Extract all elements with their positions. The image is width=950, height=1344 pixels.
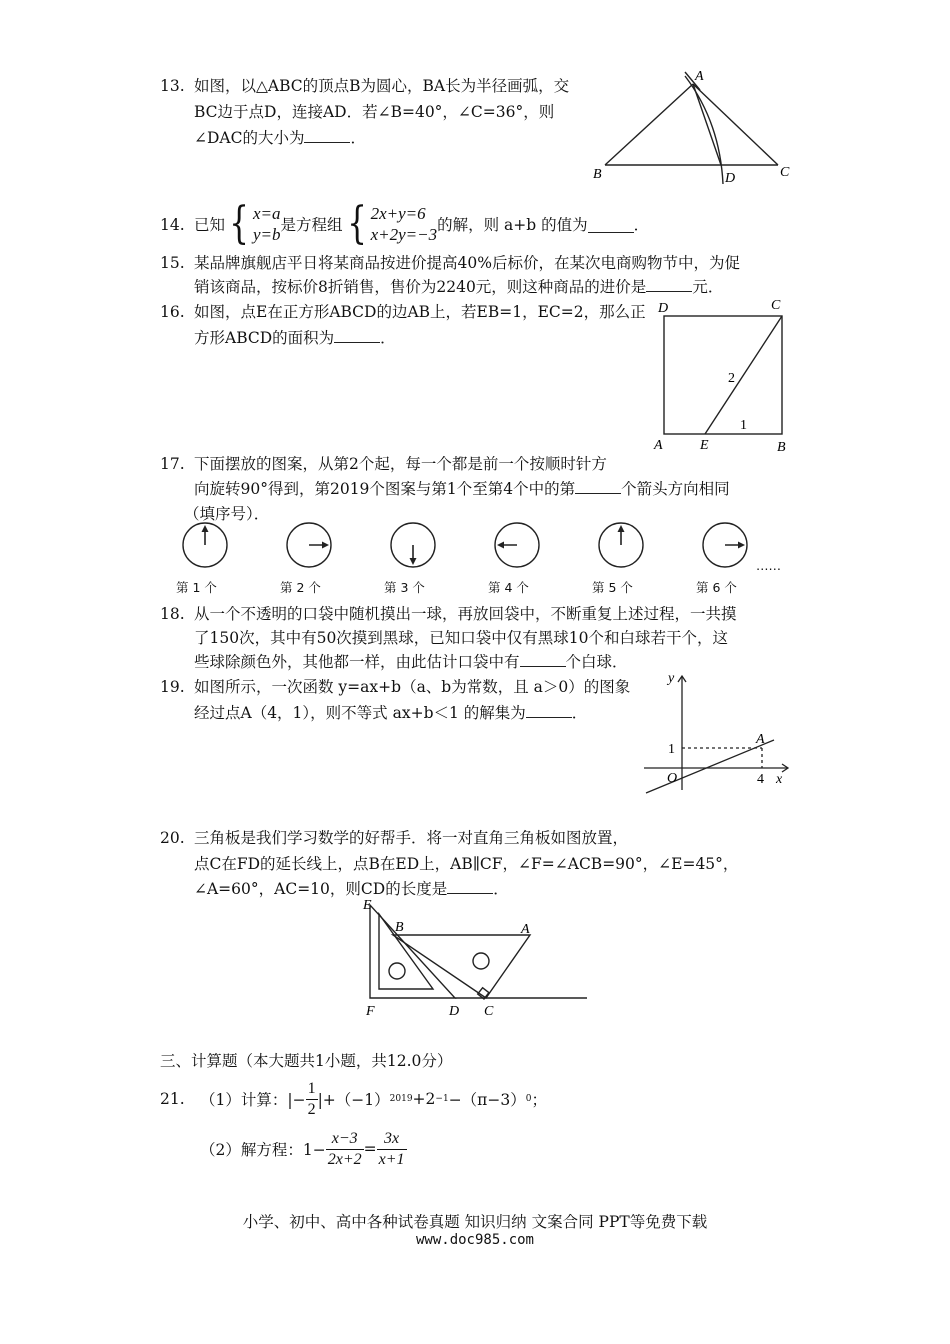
q14-number: 14. xyxy=(160,216,185,234)
q20-answer-blank xyxy=(447,877,493,894)
q21-part1 xyxy=(200,1076,547,1122)
q18-line1: 从一个不透明的口袋中随机摸出一球，再放回袋中，不断重复上述过程，一共摸 xyxy=(194,605,737,623)
q17-arrow-circle-2 xyxy=(284,520,334,570)
q17-pattern-1 xyxy=(176,520,250,596)
q19-line2 xyxy=(194,700,587,726)
q17-arrow-circle-3 xyxy=(388,520,438,570)
q16-label-C: C xyxy=(771,298,781,313)
q14-brace1: { xyxy=(229,198,249,249)
q20-label-A: A xyxy=(521,922,530,937)
q13-number: 13. xyxy=(160,77,185,95)
q21-p1-frac-den: 2 xyxy=(307,1100,316,1118)
q18-line3 xyxy=(194,649,628,675)
q20-line1: 三角板是我们学习数学的好帮手．将一对直角三角板如图放置， xyxy=(194,829,629,847)
q14-brace2: { xyxy=(346,198,367,249)
q17-caption-2: 第 2 个 xyxy=(280,580,321,595)
footer-line1: 小学、初中、高中各种试卷真题 知识归纳 文案合同 PPT等免费下载 xyxy=(242,1213,708,1231)
q21-p1-tail: −（π−3） xyxy=(448,1091,526,1109)
q18-line2: 了150次，其中有50次摸到黑球，已知口袋中仅有黑球10个和白球若干个，这 xyxy=(194,629,729,647)
q13-answer-blank xyxy=(304,126,350,143)
q17-line2-end: 个箭头方向相同 xyxy=(621,480,730,498)
q14-pre: 已知 xyxy=(194,216,226,234)
q21-p1-mid: +2 xyxy=(412,1090,436,1108)
q13-label-D: D xyxy=(725,171,736,186)
q13-line3-text: ∠DAC的大小为 xyxy=(194,129,305,147)
q20-line3-text: ∠A=60°，AC=10，则CD的长度是 xyxy=(194,880,448,898)
q17-ellipsis: …… xyxy=(756,558,781,573)
q21-p2-f1-den: 2x+2 xyxy=(327,1150,362,1168)
arrow-right-icon xyxy=(725,542,745,549)
q17-number: 17. xyxy=(160,455,185,473)
q20-label-E: E xyxy=(363,898,372,913)
arrow-right-icon xyxy=(309,542,329,549)
q21-p2-eq: = xyxy=(363,1140,377,1158)
q13-line3 xyxy=(194,125,366,151)
q19-graph-figure xyxy=(640,668,800,798)
q15-line2-text: 销该商品，按标价8折销售，售价为2240元，则这种商品的进价是 xyxy=(194,278,647,296)
q18-answer-blank xyxy=(520,650,566,667)
q16-label-A: A xyxy=(654,438,663,453)
q15-number: 15. xyxy=(160,254,185,272)
q21-p1-pre: （1）计算：|− xyxy=(200,1091,306,1109)
q17-answer-blank xyxy=(575,477,621,494)
q21-p2-fraction1 xyxy=(326,1129,364,1170)
section3-heading: 三、计算题（本大题共1小题，共12.0分） xyxy=(160,1052,453,1070)
q14-mid: 是方程组 xyxy=(280,216,343,234)
q14-sys1-row1: x=a xyxy=(253,204,281,223)
q15-line2 xyxy=(194,274,723,300)
q15-line1: 某品牌旗舰店平日将某商品按进价提高40%后标价，在某次电商购物节中，为促 xyxy=(194,254,740,272)
q17-line2 xyxy=(194,476,730,502)
q16-label-D: D xyxy=(658,301,669,316)
q21-p1-fraction xyxy=(306,1079,318,1120)
q21-p1-frac-num: 1 xyxy=(306,1079,318,1100)
q14-system2 xyxy=(371,203,438,245)
q13-label-C: C xyxy=(780,165,790,180)
q15-line2-end: 元． xyxy=(692,278,724,296)
q21-p2-pre: （2）解方程：1− xyxy=(200,1141,326,1159)
q19-number: 19. xyxy=(160,678,185,696)
q16-line2-end: ． xyxy=(380,329,396,347)
q21-part2 xyxy=(200,1126,407,1172)
q17-arrow-circle-6 xyxy=(700,520,750,570)
q16-label-B: B xyxy=(777,440,786,455)
q16-line2-text: 方形ABCD的面积为 xyxy=(194,329,335,347)
q13-label-B: B xyxy=(593,167,602,182)
q17-arrow-circle-5 xyxy=(596,520,646,570)
q17-caption-5: 第 5 个 xyxy=(592,580,633,595)
q20-label-C: C xyxy=(484,1004,494,1019)
q13-label-A: A xyxy=(695,69,704,84)
q17-line2-text: 向旋转90°得到，第2019个图案与第1个至第4个中的第 xyxy=(194,480,576,498)
q13-line2: BC边于点D，连接AD．若∠B=40°，∠C=36°，则 xyxy=(194,103,555,121)
q15-answer-blank xyxy=(646,275,692,292)
q16-answer-blank xyxy=(334,326,380,343)
q21-p1-exp1: 2019 xyxy=(389,1094,413,1104)
q21-p2-f2-den: x+1 xyxy=(378,1150,405,1168)
q17-pattern-2 xyxy=(280,520,354,596)
q16-number: 16. xyxy=(160,303,185,321)
q14-system1 xyxy=(253,203,281,245)
q17-caption-3: 第 3 个 xyxy=(384,580,425,595)
q20-line2: 点C在FD的延长线上，点B在ED上，AB∥CF，∠F=∠ACB=90°，∠E=45°， xyxy=(194,855,739,873)
q18-line3-end: 个白球． xyxy=(565,653,628,671)
q20-number: 20. xyxy=(160,829,185,847)
q19-line1: 如图所示，一次函数 y=ax+b（a、b为常数，且 a＞0）的图象 xyxy=(194,678,631,696)
q17-pattern-row xyxy=(176,520,800,600)
q14-sys1-row2: y=b xyxy=(253,225,281,244)
q16-square-figure xyxy=(650,292,800,457)
q19-label-4: 4 xyxy=(757,772,764,787)
q19-label-A: A xyxy=(756,732,765,747)
q16-label-ec: 2 xyxy=(728,371,735,386)
q17-pattern-4 xyxy=(488,520,562,596)
q19-line2-end: ． xyxy=(571,704,588,722)
arrow-up-icon xyxy=(618,525,625,545)
q21-p1-exp2: −1 xyxy=(435,1094,449,1104)
q20-line3-end: ． xyxy=(493,880,509,898)
q19-label-x: x xyxy=(776,772,783,787)
q13-line3-end: ． xyxy=(350,129,366,147)
q14-sys2-row1: 2x+y=6 xyxy=(370,204,426,223)
q21-p1-end: ； xyxy=(531,1091,547,1109)
q16-line2 xyxy=(194,325,396,351)
footer-url: www.doc985.com xyxy=(415,1232,534,1248)
q19-line2-text: 经过点A（4，1），则不等式 ax+b＜1 的解集为 xyxy=(194,704,526,722)
q13-triangle-figure xyxy=(585,62,800,192)
q17-pattern-3 xyxy=(384,520,458,596)
q17-arrow-circle-1 xyxy=(180,520,230,570)
q17-caption-1: 第 1 个 xyxy=(176,580,217,595)
q20-label-B: B xyxy=(395,920,404,935)
q14-line xyxy=(194,198,649,250)
q20-set-squares-figure xyxy=(355,893,595,1023)
q17-caption-6: 第 6 个 xyxy=(696,580,737,595)
q17-pattern-5 xyxy=(592,520,666,596)
q18-line3-text: 些球除颜色外，其他都一样，由此估计口袋中有 xyxy=(194,653,520,671)
q16-line1: 如图，点E在正方形ABCD的边AB上，若EB=1，EC=2，那么正 xyxy=(194,303,646,321)
q14-post: 的解，则 a+b 的值为 xyxy=(437,216,588,234)
arrow-left-icon xyxy=(497,542,517,549)
q16-label-E: E xyxy=(700,438,709,453)
q18-number: 18. xyxy=(160,605,185,623)
q21-p2-fraction2 xyxy=(377,1129,407,1170)
q20-label-F: F xyxy=(366,1004,375,1019)
q19-label-O: O xyxy=(667,771,678,786)
q14-sys2-row2: x+2y=−3 xyxy=(370,225,438,244)
q19-label-1: 1 xyxy=(668,742,675,757)
q19-label-y: y xyxy=(668,671,675,686)
q20-label-D: D xyxy=(449,1004,460,1019)
q19-answer-blank xyxy=(526,701,572,718)
q17-line1: 下面摆放的图案，从第2个起，每一个都是前一个按顺时针方 xyxy=(194,455,607,473)
q21-p1-post: |+（−1） xyxy=(317,1091,390,1109)
q14-end: ． xyxy=(633,216,650,234)
q21-p2-f2-num: 3x xyxy=(377,1129,407,1150)
arrow-up-icon xyxy=(202,525,209,545)
q21-number: 21. xyxy=(160,1090,185,1108)
q21-p2-f1-num: x−3 xyxy=(326,1129,364,1150)
q21-p1-exp3: 0 xyxy=(525,1094,532,1104)
q14-answer-blank xyxy=(588,216,634,233)
q17-arrow-circle-4 xyxy=(492,520,542,570)
q17-caption-4: 第 4 个 xyxy=(488,580,529,595)
arrow-down-icon xyxy=(410,545,417,565)
q16-label-eb: 1 xyxy=(740,418,747,433)
q13-line1: 如图，以△ABC的顶点B为圆心，BA长为半径画弧，交 xyxy=(194,77,570,95)
q17-line3: （填序号）． xyxy=(184,505,270,523)
